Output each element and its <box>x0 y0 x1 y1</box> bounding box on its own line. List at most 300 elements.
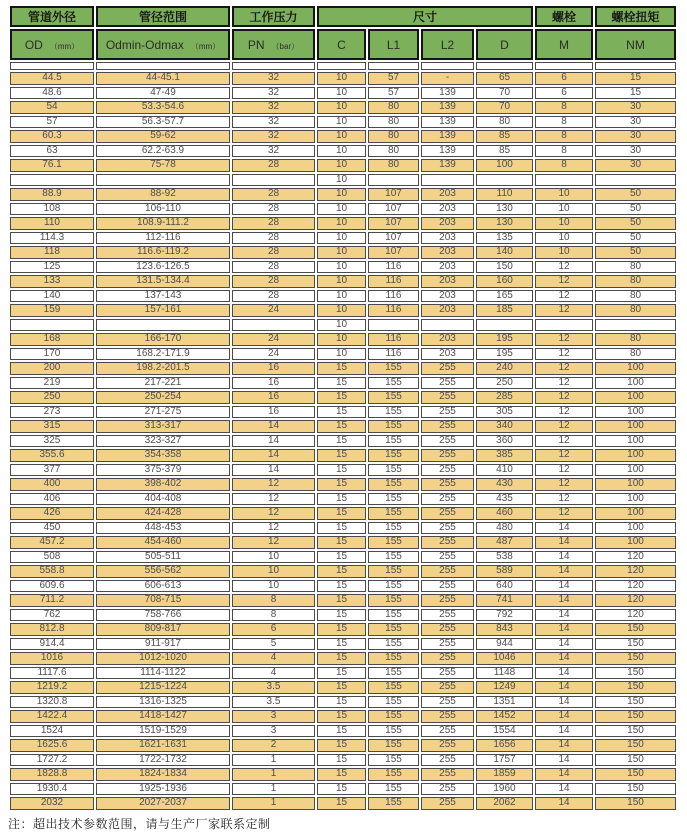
cell-l1: 155 <box>368 754 419 767</box>
cell-l1: 155 <box>368 478 419 491</box>
cell-l1: 116 <box>368 304 419 317</box>
cell-nm: 150 <box>595 681 676 694</box>
table-row <box>10 261 676 274</box>
cell-pn: 28 <box>232 261 315 274</box>
subheader-l2: L2 <box>421 29 474 60</box>
cell-d: 140 <box>476 246 533 259</box>
cell-pn: 28 <box>232 203 315 216</box>
cell-range: 123.6-126.5 <box>96 261 230 274</box>
cell-nm: 150 <box>595 739 676 752</box>
cell-c: 10 <box>317 261 366 274</box>
cell-od: 48.6 <box>10 87 94 100</box>
cell-d: 1656 <box>476 739 533 752</box>
cell-m: 12 <box>535 435 593 448</box>
cell-range: 250-254 <box>96 391 230 404</box>
footnote: 注：超出技术参数范围，请与生产厂家联系定制 <box>8 816 271 831</box>
cell-m: 14 <box>535 754 593 767</box>
cell-m: 14 <box>535 725 593 738</box>
subheader-pn-label: PN <box>247 37 265 52</box>
cell-m: 12 <box>535 493 593 506</box>
cell-l2: 255 <box>421 681 474 694</box>
cell-pn: 14 <box>232 435 315 448</box>
cell-c: 10 <box>317 333 366 346</box>
cell-l1: 155 <box>368 406 419 419</box>
cell-pn: 10 <box>232 551 315 564</box>
cell-nm: 100 <box>595 536 676 549</box>
cell-od: 133 <box>10 275 94 288</box>
cell-l2: 255 <box>421 377 474 390</box>
cell-od: 315 <box>10 420 94 433</box>
cell-m: 12 <box>535 362 593 375</box>
table-row <box>10 87 676 100</box>
cell-m: 14 <box>535 536 593 549</box>
cell-pn <box>232 319 315 332</box>
cell-od: 406 <box>10 493 94 506</box>
cell-c: 15 <box>317 507 366 520</box>
cell-range: 56.3-57.7 <box>96 116 230 129</box>
cell-pn: 16 <box>232 362 315 375</box>
cell-l2: 255 <box>421 667 474 680</box>
cell-d: 110 <box>476 188 533 201</box>
cell-nm: 100 <box>595 435 676 448</box>
cell-l2: 255 <box>421 710 474 723</box>
cell-c: 10 <box>317 275 366 288</box>
header-bolt: 螺栓 <box>535 6 593 27</box>
cell-range: 157-161 <box>96 304 230 317</box>
cell-range: 116.6-119.2 <box>96 246 230 259</box>
table-row <box>10 696 676 709</box>
cell-od: 558.8 <box>10 565 94 578</box>
cell-nm: 100 <box>595 420 676 433</box>
cell-range: 271-275 <box>96 406 230 419</box>
cell-od: 125 <box>10 261 94 274</box>
cell-pn: 32 <box>232 130 315 143</box>
cell-pn: 3 <box>232 710 315 723</box>
cell-range <box>96 319 230 332</box>
cell-nm: 150 <box>595 783 676 796</box>
cell-c: 15 <box>317 609 366 622</box>
cell-pn: 32 <box>232 101 315 114</box>
cell-pn: 4 <box>232 667 315 680</box>
cell-m: 14 <box>535 667 593 680</box>
cell-c: 15 <box>317 783 366 796</box>
cell-m: 12 <box>535 377 593 390</box>
cell-range: 1215-1224 <box>96 681 230 694</box>
cell-m: 14 <box>535 783 593 796</box>
table-row <box>10 406 676 419</box>
cell-d: 843 <box>476 623 533 636</box>
cell-nm: 50 <box>595 203 676 216</box>
cell-range <box>96 62 230 70</box>
cell-range: 354-358 <box>96 449 230 462</box>
cell-nm: 100 <box>595 493 676 506</box>
table-row <box>10 797 676 810</box>
cell-c: 10 <box>317 319 366 332</box>
cell-d: 100 <box>476 159 533 172</box>
cell-range: 1316-1325 <box>96 696 230 709</box>
cell-c: 10 <box>317 87 366 100</box>
cell-c: 15 <box>317 391 366 404</box>
cell-l1: 155 <box>368 522 419 535</box>
cell-l2: 255 <box>421 739 474 752</box>
cell-l2: 255 <box>421 638 474 651</box>
cell-m: 6 <box>535 72 593 85</box>
cell-l2: 203 <box>421 232 474 245</box>
cell-c: 10 <box>317 304 366 317</box>
cell-d: 195 <box>476 333 533 346</box>
subheader-range-unit: （mm） <box>190 41 221 51</box>
cell-l2: 255 <box>421 580 474 593</box>
cell-l1: 155 <box>368 739 419 752</box>
header-diameter-range: 管径范围 <box>96 6 230 27</box>
cell-nm: 30 <box>595 159 676 172</box>
cell-m: 14 <box>535 696 593 709</box>
table-body <box>10 62 676 810</box>
cell-m: 12 <box>535 290 593 303</box>
cell-l2 <box>421 174 474 187</box>
spec-table <box>8 4 678 812</box>
cell-range: 454-460 <box>96 536 230 549</box>
cell-d: 1960 <box>476 783 533 796</box>
cell-l2: 203 <box>421 246 474 259</box>
cell-nm: 150 <box>595 768 676 781</box>
cell-d <box>476 62 533 70</box>
cell-d: 430 <box>476 478 533 491</box>
cell-d: 150 <box>476 261 533 274</box>
table-row <box>10 609 676 622</box>
cell-l1: 80 <box>368 145 419 158</box>
cell-l1: 155 <box>368 391 419 404</box>
cell-range: 62.2-63.9 <box>96 145 230 158</box>
cell-d: 1148 <box>476 667 533 680</box>
cell-pn: 28 <box>232 217 315 230</box>
cell-m: 12 <box>535 348 593 361</box>
cell-range: 1621-1631 <box>96 739 230 752</box>
cell-pn: 24 <box>232 348 315 361</box>
cell-l2: 255 <box>421 391 474 404</box>
subheader-m: M <box>535 29 593 60</box>
cell-d: 85 <box>476 145 533 158</box>
table-row <box>10 754 676 767</box>
cell-l2: 255 <box>421 406 474 419</box>
cell-d: 195 <box>476 348 533 361</box>
cell-m: 14 <box>535 609 593 622</box>
cell-range: 108.9-111.2 <box>96 217 230 230</box>
cell-range: 606-613 <box>96 580 230 593</box>
cell-range: 53.3-54.6 <box>96 101 230 114</box>
cell-pn: 28 <box>232 275 315 288</box>
cell-od: 457.2 <box>10 536 94 549</box>
cell-l2: 203 <box>421 333 474 346</box>
cell-od: 114.3 <box>10 232 94 245</box>
cell-od <box>10 319 94 332</box>
table-row <box>10 783 676 796</box>
cell-m: 12 <box>535 507 593 520</box>
cell-pn: 1 <box>232 754 315 767</box>
cell-range: 168.2-171.9 <box>96 348 230 361</box>
cell-c: 15 <box>317 478 366 491</box>
cell-l1: 155 <box>368 797 419 810</box>
cell-l1: 155 <box>368 609 419 622</box>
cell-m: 12 <box>535 449 593 462</box>
cell-l2: 255 <box>421 536 474 549</box>
cell-l2 <box>421 319 474 332</box>
cell-l2: 203 <box>421 304 474 317</box>
cell-l1: 155 <box>368 783 419 796</box>
cell-l1: 155 <box>368 493 419 506</box>
cell-d: 80 <box>476 116 533 129</box>
cell-od: 400 <box>10 478 94 491</box>
cell-od <box>10 174 94 187</box>
cell-range: 1418-1427 <box>96 710 230 723</box>
cell-d: 65 <box>476 72 533 85</box>
cell-l2: 255 <box>421 609 474 622</box>
table-row <box>10 333 676 346</box>
cell-l2: 139 <box>421 145 474 158</box>
table-row <box>10 232 676 245</box>
cell-range: 758-766 <box>96 609 230 622</box>
cell-l1: 155 <box>368 435 419 448</box>
table-row <box>10 391 676 404</box>
cell-c: 15 <box>317 377 366 390</box>
table-row <box>10 507 676 520</box>
table-row <box>10 304 676 317</box>
cell-pn <box>232 174 315 187</box>
cell-m: 12 <box>535 261 593 274</box>
cell-c: 15 <box>317 580 366 593</box>
cell-pn: 4 <box>232 652 315 665</box>
cell-nm: 100 <box>595 522 676 535</box>
cell-nm: 120 <box>595 565 676 578</box>
cell-m: 12 <box>535 275 593 288</box>
cell-c: 10 <box>317 348 366 361</box>
cell-nm: 80 <box>595 261 676 274</box>
cell-c: 15 <box>317 536 366 549</box>
table-row <box>10 348 676 361</box>
cell-od: 63 <box>10 145 94 158</box>
cell-l2: 255 <box>421 507 474 520</box>
cell-c: 10 <box>317 72 366 85</box>
cell-d: 435 <box>476 493 533 506</box>
subheader-l1: L1 <box>368 29 419 60</box>
cell-d <box>476 174 533 187</box>
cell-d: 410 <box>476 464 533 477</box>
cell-pn <box>232 62 315 70</box>
cell-m: 10 <box>535 203 593 216</box>
cell-range: 131.5-134.4 <box>96 275 230 288</box>
cell-d: 185 <box>476 304 533 317</box>
cell-range: 1012-1020 <box>96 652 230 665</box>
cell-od: 170 <box>10 348 94 361</box>
cell-pn: 8 <box>232 594 315 607</box>
cell-od: 76.1 <box>10 159 94 172</box>
cell-l2: 139 <box>421 87 474 100</box>
cell-l2: 203 <box>421 275 474 288</box>
cell-pn: 5 <box>232 638 315 651</box>
cell-l1: 57 <box>368 87 419 100</box>
cell-nm: 50 <box>595 232 676 245</box>
cell-d: 70 <box>476 101 533 114</box>
table-row <box>10 72 676 85</box>
cell-m <box>535 62 593 70</box>
cell-range: 106-110 <box>96 203 230 216</box>
cell-od: 508 <box>10 551 94 564</box>
cell-l2: 255 <box>421 768 474 781</box>
cell-pn: 6 <box>232 623 315 636</box>
cell-od: 159 <box>10 304 94 317</box>
cell-d: 250 <box>476 377 533 390</box>
subheader-pn-unit: （bar） <box>271 41 300 51</box>
cell-c: 10 <box>317 188 366 201</box>
cell-range: 398-402 <box>96 478 230 491</box>
cell-m <box>535 319 593 332</box>
cell-range: 217-221 <box>96 377 230 390</box>
cell-od: 57 <box>10 116 94 129</box>
cell-d: 480 <box>476 522 533 535</box>
cell-l2: 139 <box>421 130 474 143</box>
cell-range: 166-170 <box>96 333 230 346</box>
cell-pn: 12 <box>232 536 315 549</box>
cell-d: 160 <box>476 275 533 288</box>
cell-d: 70 <box>476 87 533 100</box>
cell-pn: 32 <box>232 116 315 129</box>
cell-d: 305 <box>476 406 533 419</box>
table-row <box>10 362 676 375</box>
cell-c: 15 <box>317 768 366 781</box>
cell-l2: 255 <box>421 783 474 796</box>
cell-d: 130 <box>476 203 533 216</box>
cell-c: 15 <box>317 420 366 433</box>
cell-od: 1422.4 <box>10 710 94 723</box>
cell-m: 14 <box>535 768 593 781</box>
cell-range: 137-143 <box>96 290 230 303</box>
cell-range: 198.2-201.5 <box>96 362 230 375</box>
cell-l2: 255 <box>421 696 474 709</box>
cell-d: 385 <box>476 449 533 462</box>
cell-od: 118 <box>10 246 94 259</box>
cell-d: 640 <box>476 580 533 593</box>
cell-d: 85 <box>476 130 533 143</box>
subheader-od-unit: （mm） <box>49 41 80 51</box>
table-row <box>10 101 676 114</box>
cell-m: 12 <box>535 464 593 477</box>
table-row <box>10 217 676 230</box>
cell-nm: 80 <box>595 290 676 303</box>
cell-l1: 155 <box>368 551 419 564</box>
cell-m: 14 <box>535 638 593 651</box>
cell-m: 10 <box>535 246 593 259</box>
cell-c: 15 <box>317 362 366 375</box>
cell-range: 911-917 <box>96 638 230 651</box>
table-row <box>10 667 676 680</box>
cell-range: 448-453 <box>96 522 230 535</box>
cell-l1 <box>368 319 419 332</box>
cell-od: 1117.6 <box>10 667 94 680</box>
cell-c: 15 <box>317 406 366 419</box>
cell-m: 14 <box>535 710 593 723</box>
cell-d: 460 <box>476 507 533 520</box>
cell-l1: 155 <box>368 420 419 433</box>
table-row <box>10 464 676 477</box>
cell-nm: 80 <box>595 348 676 361</box>
separator-row <box>10 174 676 187</box>
cell-range: 75-78 <box>96 159 230 172</box>
table-row <box>10 478 676 491</box>
cell-l2: 139 <box>421 116 474 129</box>
cell-nm: 50 <box>595 188 676 201</box>
cell-d: 741 <box>476 594 533 607</box>
cell-c: 10 <box>317 290 366 303</box>
cell-od: 60.3 <box>10 130 94 143</box>
table-row <box>10 116 676 129</box>
cell-nm: 100 <box>595 391 676 404</box>
cell-nm: 150 <box>595 710 676 723</box>
table-row <box>10 377 676 390</box>
cell-l1: 116 <box>368 275 419 288</box>
cell-d: 360 <box>476 435 533 448</box>
cell-l2: 255 <box>421 449 474 462</box>
subheader-pn <box>232 29 315 60</box>
table-row <box>10 145 676 158</box>
table-row <box>10 652 676 665</box>
cell-nm: 150 <box>595 623 676 636</box>
cell-od: 609.6 <box>10 580 94 593</box>
cell-c: 15 <box>317 652 366 665</box>
cell-od: 1625.6 <box>10 739 94 752</box>
cell-nm: 150 <box>595 638 676 651</box>
cell-c: 15 <box>317 681 366 694</box>
cell-pn: 3.5 <box>232 696 315 709</box>
cell-m: 10 <box>535 232 593 245</box>
cell-l1: 155 <box>368 449 419 462</box>
cell-d: 1351 <box>476 696 533 709</box>
cell-d: 944 <box>476 638 533 651</box>
cell-l2: 255 <box>421 362 474 375</box>
cell-d: 135 <box>476 232 533 245</box>
cell-c: 15 <box>317 638 366 651</box>
cell-pn: 16 <box>232 406 315 419</box>
cell-pn: 16 <box>232 391 315 404</box>
cell-d: 1757 <box>476 754 533 767</box>
cell-m: 14 <box>535 580 593 593</box>
cell-od: 1727.2 <box>10 754 94 767</box>
cell-pn: 3.5 <box>232 681 315 694</box>
table-row <box>10 565 676 578</box>
cell-m: 14 <box>535 565 593 578</box>
subheader-od <box>10 29 94 60</box>
cell-m: 8 <box>535 116 593 129</box>
cell-l1: 155 <box>368 652 419 665</box>
cell-nm: 50 <box>595 246 676 259</box>
cell-l2: 203 <box>421 188 474 201</box>
cell-pn: 28 <box>232 232 315 245</box>
cell-pn: 12 <box>232 507 315 520</box>
cell-l1: 155 <box>368 638 419 651</box>
cell-range: 1722-1732 <box>96 754 230 767</box>
cell-m: 8 <box>535 101 593 114</box>
cell-pn: 24 <box>232 304 315 317</box>
cell-pn: 14 <box>232 420 315 433</box>
cell-d: 1046 <box>476 652 533 665</box>
cell-d: 1249 <box>476 681 533 694</box>
cell-pn: 8 <box>232 609 315 622</box>
cell-l1: 80 <box>368 101 419 114</box>
cell-m: 12 <box>535 304 593 317</box>
cell-l1: 155 <box>368 623 419 636</box>
cell-l1: 107 <box>368 188 419 201</box>
cell-c: 15 <box>317 710 366 723</box>
table-row <box>10 681 676 694</box>
